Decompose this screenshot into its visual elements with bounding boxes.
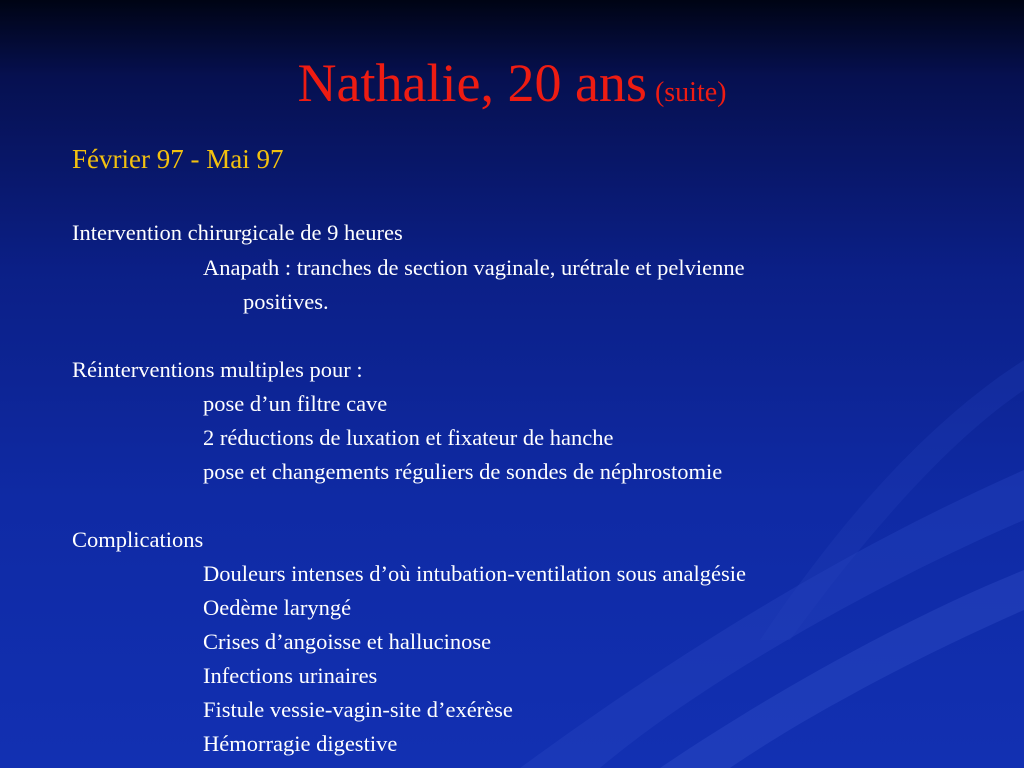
section-heading-reinterventions: Réinterventions multiples pour : (72, 357, 363, 382)
list-item-angoisse: Crises d’angoisse et hallucinose (203, 629, 492, 654)
list-item-filtre-cave: pose d’un filtre cave (203, 391, 388, 416)
list-item-anapath-continued: positives. (243, 289, 329, 314)
list-item-anapath: Anapath : tranches de section vaginale, urétrale et pelvienne (203, 255, 745, 280)
title-text: Nathalie, 20 ans (297, 53, 647, 113)
list-item-oedeme: Oedème laryngé (203, 595, 352, 620)
list-item-luxation: 2 réductions de luxation et fixateur de hanche (203, 425, 614, 450)
list-item-douleurs: Douleurs intenses d’où intubation-ventilation sous analgésie (203, 561, 747, 586)
date-range: Février 97 - Mai 97 (72, 144, 284, 174)
title-suffix: (suite) (654, 77, 727, 108)
section-heading-intervention: Intervention chirurgicale de 9 heures (72, 220, 403, 245)
list-item-hemorragie: Hémorragie digestive (203, 731, 398, 756)
list-item-fistule: Fistule vessie-vagin-site d’exérèse (203, 697, 513, 722)
list-item-nephrostomie: pose et changements réguliers de sondes de néphrostomie (203, 459, 723, 484)
list-item-infections: Infections urinaires (203, 663, 378, 688)
slide-title (0, 52, 1024, 114)
section-heading-complications: Complications (72, 527, 204, 552)
